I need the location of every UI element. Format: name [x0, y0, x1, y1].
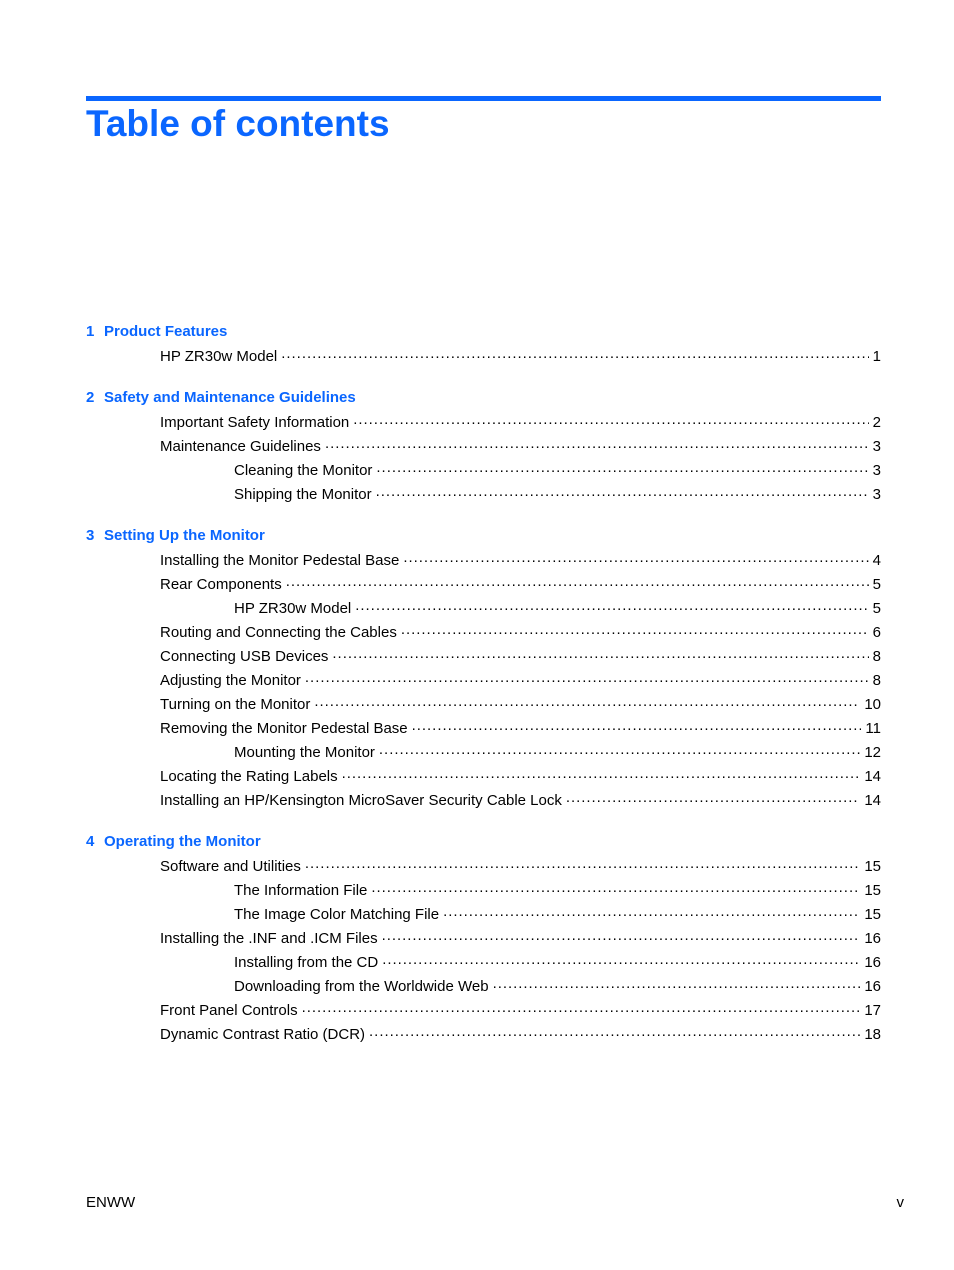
dot-leader [325, 436, 869, 451]
toc-entry-page-number: 6 [872, 624, 881, 641]
dot-leader [355, 598, 868, 613]
toc-entry-page-number: 2 [872, 414, 881, 431]
toc-entry-page-number: 16 [864, 978, 881, 995]
toc-entry-label: Installing an HP/Kensington MicroSaver Security Cable Lock [160, 792, 562, 809]
chapter-heading-link[interactable] [86, 386, 881, 410]
toc-entry-link[interactable] [86, 717, 881, 741]
toc-chapter [86, 524, 881, 813]
toc-entry-page-number: 3 [872, 462, 881, 479]
toc-entry-label: Rear Components [160, 576, 282, 593]
toc-entry-link[interactable] [86, 597, 881, 621]
toc-entry-link[interactable] [86, 1023, 881, 1047]
chapter-title: Setting Up the Monitor [104, 527, 265, 544]
toc-entry-link[interactable] [86, 855, 881, 879]
toc-entry-link[interactable] [86, 999, 881, 1023]
dot-leader [305, 670, 869, 685]
toc-chapter [86, 320, 881, 369]
toc-entry-label: Front Panel Controls [160, 1002, 298, 1019]
toc-entry-link[interactable] [86, 741, 881, 765]
toc-entry-link[interactable] [86, 621, 881, 645]
toc-entry-page-number: 11 [865, 720, 881, 737]
chapter-title: Safety and Maintenance Guidelines [104, 389, 356, 406]
toc-entry-link[interactable] [86, 549, 881, 573]
toc-entry-link[interactable] [86, 765, 881, 789]
toc-entry-label: HP ZR30w Model [234, 600, 352, 617]
toc-entry-label: Connecting USB Devices [160, 648, 329, 665]
toc-entry-link[interactable] [86, 573, 881, 597]
toc-entry-page-number: 14 [864, 768, 881, 785]
toc-entry-label: Removing the Monitor Pedestal Base [160, 720, 408, 737]
toc-entry-label: Routing and Connecting the Cables [160, 624, 397, 641]
dot-leader [281, 346, 868, 361]
dot-leader [443, 904, 860, 919]
toc-entry-label: Software and Utilities [160, 858, 301, 875]
toc-entry-label: The Information File [234, 882, 368, 899]
toc-entry-label: Maintenance Guidelines [160, 438, 321, 455]
toc-entry-link[interactable] [86, 435, 881, 459]
toc-entry-link[interactable] [86, 411, 881, 435]
toc-entry-link[interactable] [86, 879, 881, 903]
toc-entry-page-number: 15 [864, 882, 881, 899]
chapter-number: 2 [86, 389, 95, 406]
toc-entry-link[interactable] [86, 927, 881, 951]
toc-entry-link[interactable] [86, 903, 881, 927]
dot-leader [401, 622, 869, 637]
page-title: Table of contents [86, 103, 390, 144]
table-of-contents [86, 320, 881, 1064]
toc-entry-page-number: 4 [872, 552, 881, 569]
dot-leader [369, 1024, 860, 1039]
footer-page-number: v [896, 1194, 904, 1211]
toc-entry-link[interactable] [86, 669, 881, 693]
toc-entry-page-number: 18 [864, 1026, 881, 1043]
dot-leader [332, 646, 868, 661]
dot-leader [376, 484, 869, 499]
dot-leader [566, 790, 860, 805]
toc-entry-link[interactable] [86, 645, 881, 669]
chapter-heading-link[interactable] [86, 320, 881, 344]
toc-entry-page-number: 10 [864, 696, 881, 713]
toc-entry-label: Shipping the Monitor [234, 486, 372, 503]
dot-leader [403, 550, 868, 565]
toc-entry-label: Adjusting the Monitor [160, 672, 301, 689]
toc-entry-label: Installing the .INF and .ICM Files [160, 930, 378, 947]
chapter-number: 1 [86, 323, 95, 340]
toc-entry-label: Important Safety Information [160, 414, 350, 431]
toc-entry-label: The Image Color Matching File [234, 906, 440, 923]
dot-leader [412, 718, 862, 733]
toc-chapter [86, 386, 881, 507]
dot-leader [314, 694, 860, 709]
chapter-number: 4 [86, 833, 95, 850]
dot-leader [305, 856, 860, 871]
toc-entry-label: Installing from the CD [234, 954, 379, 971]
dot-leader [376, 460, 868, 475]
toc-entry-label: Downloading from the Worldwide Web [234, 978, 489, 995]
chapter-number: 3 [86, 527, 95, 544]
footer-label: ENWW [86, 1194, 136, 1211]
toc-entry-page-number: 12 [864, 744, 881, 761]
toc-entry-page-number: 16 [864, 954, 881, 971]
toc-entry-label: Mounting the Monitor [234, 744, 375, 761]
toc-chapter [86, 830, 881, 1047]
dot-leader [302, 1000, 861, 1015]
chapter-title: Operating the Monitor [104, 833, 261, 850]
dot-leader [382, 952, 860, 967]
dot-leader [286, 574, 869, 589]
toc-entry-label: HP ZR30w Model [160, 348, 278, 365]
dot-leader [493, 976, 861, 991]
toc-entry-page-number: 3 [872, 438, 881, 455]
toc-entry-page-number: 1 [872, 348, 881, 365]
toc-entry-page-number: 15 [864, 858, 881, 875]
toc-entry-label: Cleaning the Monitor [234, 462, 373, 479]
toc-entry-page-number: 8 [872, 672, 881, 689]
toc-entry-page-number: 5 [872, 576, 881, 593]
toc-entry-link[interactable] [86, 951, 881, 975]
chapter-title: Product Features [104, 323, 228, 340]
dot-leader [379, 742, 860, 757]
toc-entry-page-number: 17 [864, 1002, 881, 1019]
toc-entry-page-number: 3 [872, 486, 881, 503]
dot-leader [382, 928, 861, 943]
toc-entry-page-number: 5 [872, 600, 881, 617]
toc-entry-link[interactable] [86, 693, 881, 717]
toc-entry-link[interactable] [86, 459, 881, 483]
chapter-heading-link[interactable] [86, 524, 881, 548]
dot-leader [342, 766, 861, 781]
toc-entry-label: Dynamic Contrast Ratio (DCR) [160, 1026, 366, 1043]
toc-entry-label: Locating the Rating Labels [160, 768, 338, 785]
toc-entry-link[interactable] [86, 345, 881, 369]
chapter-heading-link[interactable] [86, 830, 881, 854]
dot-leader [371, 880, 860, 895]
dot-leader [353, 412, 868, 427]
toc-entry-page-number: 8 [872, 648, 881, 665]
toc-entry-link[interactable] [86, 483, 881, 507]
toc-entry-page-number: 14 [864, 792, 881, 809]
toc-entry-label: Installing the Monitor Pedestal Base [160, 552, 400, 569]
toc-entry-page-number: 16 [864, 930, 881, 947]
toc-entry-link[interactable] [86, 789, 881, 813]
toc-entry-link[interactable] [86, 975, 881, 999]
toc-entry-label: Turning on the Monitor [160, 696, 311, 713]
toc-entry-page-number: 15 [864, 906, 881, 923]
